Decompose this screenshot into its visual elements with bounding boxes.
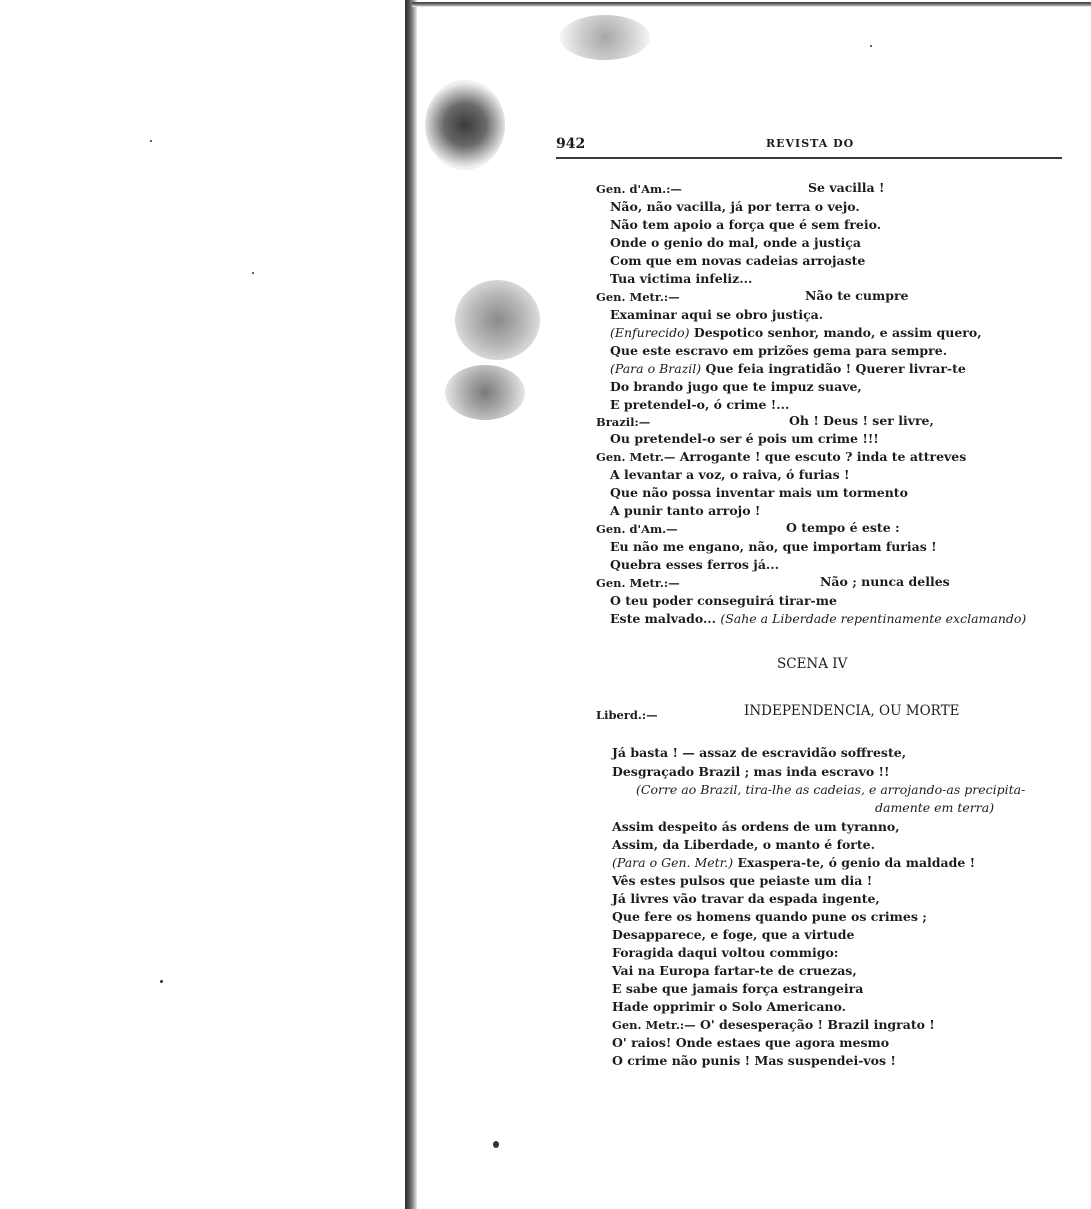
stage-direction: (Corre ao Brazil, tira-lhe as cadeias, e arrojando-as precipita- [636,782,1026,797]
ink-stain [455,280,540,360]
verse-line: O' raios! Onde estaes que agora mesmo [612,1035,890,1050]
exclamation-heading: INDEPENDENCIA, OU MORTE [744,703,960,719]
stage-direction: (Enfurecido) [610,325,690,340]
verse-line: Do brando jugo que te impuz suave, [610,379,862,394]
verse-line: Onde o genio do mal, onde a justiça [610,235,861,250]
scene-heading: SCENA IV [777,656,848,672]
verse-line: O teu poder conseguirá tirar-me [610,593,837,608]
verse-line [612,1018,935,1032]
speaker-label: Gen. d'Am.:— [596,182,682,196]
verse-continuation: Não te cumpre [805,288,909,303]
verse-line: A punir tanto arrojo ! [610,503,761,518]
verse-text: Arrogante ! que escuto ? inda te attreves [679,449,967,464]
verse-line: Assim despeito ás ordens de um tyranno, [612,819,900,834]
verse-line: Eu não me engano, não, que importam furias ! [610,539,937,554]
verse-line: Que este escravo em prizões gema para sempre. [610,343,948,358]
verse-continuation: O tempo é este : [786,520,900,535]
verse-line: E pretendel-o, ó crime !... [610,397,790,412]
verse-line: Assim, da Liberdade, o manto é forte. [612,837,875,852]
dust-speck [870,45,872,47]
verse-line: Quebra esses ferros já... [610,557,779,572]
speaker-label: Gen. Metr.:— [612,1018,696,1032]
dust-speck [150,140,152,142]
header-rule [556,157,1062,159]
verse-line: Não, não vacilla, já por terra o vejo. [610,199,860,214]
speaker-label: Brazil:— [596,415,651,429]
verse-line [610,326,982,340]
speaker-label: Liberd.:— [596,708,658,722]
stage-direction: (Sahe a Liberdade repentinamente exclamando) [720,611,1027,626]
verse-line: Que não possa inventar mais um tormento [610,485,908,500]
verse-line [610,612,1026,626]
running-head: REVISTA DO [766,137,855,150]
verse-continuation: Oh ! Deus ! ser livre, [789,413,934,428]
verse-text: Este malvado... [610,611,716,626]
verse-line: Ou pretendel-o ser é pois um crime !!! [610,431,879,446]
verse-continuation: Não ; nunca delles [820,574,950,589]
verse-line: Foragida daqui voltou commigo: [612,945,839,960]
stage-direction: (Para o Gen. Metr.) [612,855,734,870]
verse-text: Que feia ingratidão ! Querer livrar-te [705,361,966,376]
verse-line: Não tem apoio a força que é sem freio. [610,217,882,232]
page-binding-edge [405,0,417,1209]
verse-line: Vês estes pulsos que peiaste um dia ! [612,873,873,888]
stage-direction: damente em terra) [875,800,995,815]
verse-line: Que fere os homens quando pune os crimes ; [612,909,927,924]
dust-speck [160,980,163,983]
ink-stain [560,15,650,60]
stage-direction: (Para o Brazil) [610,361,702,376]
verse-continuation: Se vacilla ! [808,180,885,195]
verse-text: Exaspera-te, ó genio da maldade ! [737,855,976,870]
ink-stain [445,365,525,420]
speaker-label: Gen. Metr.— [596,450,676,464]
verse-line: Desapparece, e foge, que a virtude [612,927,855,942]
verse-line: Desgraçado Brazil ; mas inda escravo !! [612,764,890,779]
verse-text: O' desesperação ! Brazil ingrato ! [699,1017,935,1032]
speaker-label: Gen. d'Am.— [596,522,678,536]
verse-line: O crime não punis ! Mas suspendei-vos ! [612,1053,896,1068]
page-top-edge [412,2,1091,7]
speaker-label: Gen. Metr.:— [596,290,680,304]
verse-line: Vai na Europa fartar-te de cruezas, [612,963,857,978]
verse-line: Com que em novas cadeias arrojaste [610,253,866,268]
verse-line: Já basta ! — assaz de escravidão soffreste, [612,745,907,760]
verse-line: Hade opprimir o Solo Americano. [612,999,846,1014]
speaker-label: Gen. Metr.:— [596,576,680,590]
dust-speck [252,272,254,274]
verse-line: Examinar aqui se obro justiça. [610,307,824,322]
verse-line: Já livres vão travar da espada ingente, [612,891,880,906]
verse-line [612,856,975,870]
page-number: 942 [556,136,586,152]
verse-line [610,362,966,376]
verse-line [596,450,966,464]
verse-line: A levantar a voz, o raiva, ó furias ! [610,467,850,482]
ink-stain [425,80,505,170]
verse-line: Tua victima infeliz... [610,271,753,286]
verse-line: E sabe que jamais força estrangeira [612,981,864,996]
dust-speck [493,1141,499,1148]
verse-text: Despotico senhor, mando, e assim quero, [693,325,982,340]
